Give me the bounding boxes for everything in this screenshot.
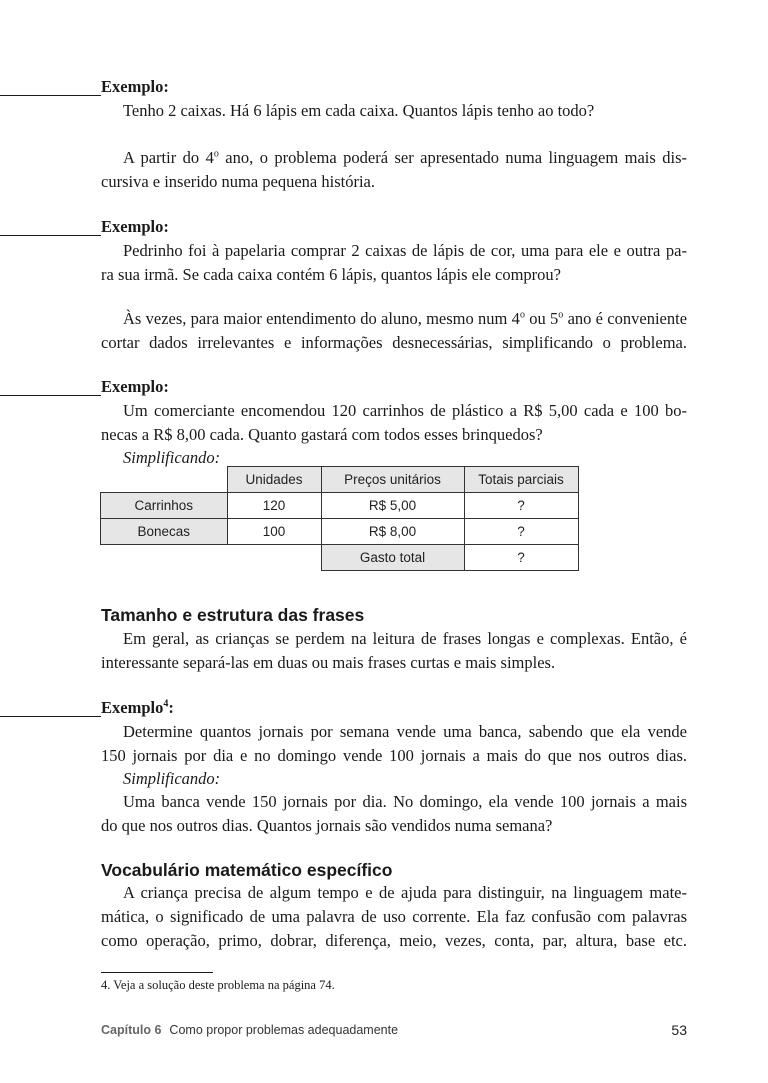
table-cell: 100	[227, 519, 321, 545]
row-label: Carrinhos	[101, 493, 228, 519]
section-2-line-3: como operação, primo, dobrar, diferença, meio, vezes, conta, par, altura, base etc.	[101, 931, 687, 950]
chapter-label: Capítulo 6	[101, 1023, 162, 1037]
section-heading: Vocabulário matemático específico	[101, 860, 393, 880]
example-2-line-2: ra sua irmã. Se cada caixa contém 6 lápis, quantos lápis ele comprou?	[101, 265, 562, 284]
section-2-line-1: A criança precisa de algum tempo e de ajuda para distinguir, na linguagem mate-	[123, 883, 687, 902]
table-header: Unidades	[227, 467, 321, 493]
table-cell: R$ 5,00	[321, 493, 464, 519]
paragraph-1-line-1: A partir do 4$^o$ ano, o problema poderá ser apresentado numa linguagem mais dis-	[123, 148, 687, 167]
table-row	[101, 493, 579, 519]
section-2-line-2: mática, o significado de uma palavra de uso corrente. Ela faz confusão com palavras	[101, 907, 687, 926]
example-4-line-4: do que nos outros dias. Quantos jornais são vendidos numa semana?	[101, 816, 553, 835]
section-1-line-2: interessante separá-las em duas ou mais frases curtas e mais simples.	[101, 653, 556, 672]
example-label: Exemplo:	[101, 77, 169, 96]
gasto-total-label: Gasto total	[321, 545, 464, 571]
simplificando-label: Simplificando:	[123, 448, 221, 467]
gasto-total-value: ?	[464, 545, 578, 571]
table-empty-cell	[101, 467, 228, 493]
example-4-line-3: Uma banca vende 150 jornais por dia. No domingo, ela vende 100 jornais a mais	[123, 792, 687, 811]
example-label: Exemplo$^4$:	[101, 698, 174, 717]
table-cell: 120	[227, 493, 321, 519]
table-empty-cell	[101, 545, 228, 571]
table-cell: R$ 8,00	[321, 519, 464, 545]
footnote-rule	[101, 972, 213, 973]
paragraph-1-line-2: cursiva e inserido numa pequena história.	[101, 172, 375, 191]
table-header: Preços unitários	[321, 467, 464, 493]
example-3-line-2: necas a R$ 8,00 cada. Quanto gastará com todos esses brinquedos?	[101, 425, 543, 444]
paragraph-2-line-2: cortar dados irrelevantes e informações desnecessárias, simplificando o problema.	[101, 333, 687, 352]
example-4-line-1: Determine quantos jornais por semana vende uma banca, sabendo que ela vende	[123, 722, 687, 741]
example-3-line-1: Um comerciante encomendou 120 carrinhos de plástico a R$ 5,00 cada e 100 bo-	[123, 401, 687, 420]
chapter-title: Como propor problemas adequadamente	[169, 1023, 399, 1037]
table-empty-cell	[227, 545, 321, 571]
example-2-line-1: Pedrinho foi à papelaria comprar 2 caixas de lápis de cor, uma para ele e outra pa-	[123, 241, 687, 260]
example-rule	[0, 716, 101, 717]
simplificando-label: Simplificando:	[123, 769, 221, 788]
section-heading: Tamanho e estrutura das frases	[101, 605, 365, 625]
table-cell: ?	[464, 519, 578, 545]
example-label: Exemplo:	[101, 217, 169, 236]
example-rule	[0, 395, 101, 396]
paragraph-2-line-1: Às vezes, para maior entendimento do aluno, mesmo num 4$^o$ ou 5$^o$ ano é conveniente	[123, 309, 688, 328]
section-1-line-1: Em geral, as crianças se perdem na leitura de frases longas e complexas. Então, é	[123, 629, 687, 648]
running-footer	[101, 1023, 398, 1037]
row-label: Bonecas	[101, 519, 228, 545]
footnote: 4. Veja a solução deste problema na página 74.	[101, 978, 335, 992]
example-rule	[0, 235, 101, 236]
example-4-line-2: 150 jornais por dia e no domingo vende 100 jornais a mais do que nos outros dias.	[101, 746, 687, 765]
table-header-row	[101, 467, 579, 493]
example-rule	[0, 95, 101, 96]
table-header: Totais parciais	[464, 467, 578, 493]
table-row	[101, 519, 579, 545]
table-total-row	[101, 545, 579, 571]
table-cell: ?	[464, 493, 578, 519]
price-table	[100, 466, 579, 571]
example-label: Exemplo:	[101, 377, 169, 396]
page-number: 53	[671, 1022, 687, 1038]
example-1-text: Tenho 2 caixas. Há 6 lápis em cada caixa. Quantos lápis tenho ao todo?	[123, 101, 595, 120]
